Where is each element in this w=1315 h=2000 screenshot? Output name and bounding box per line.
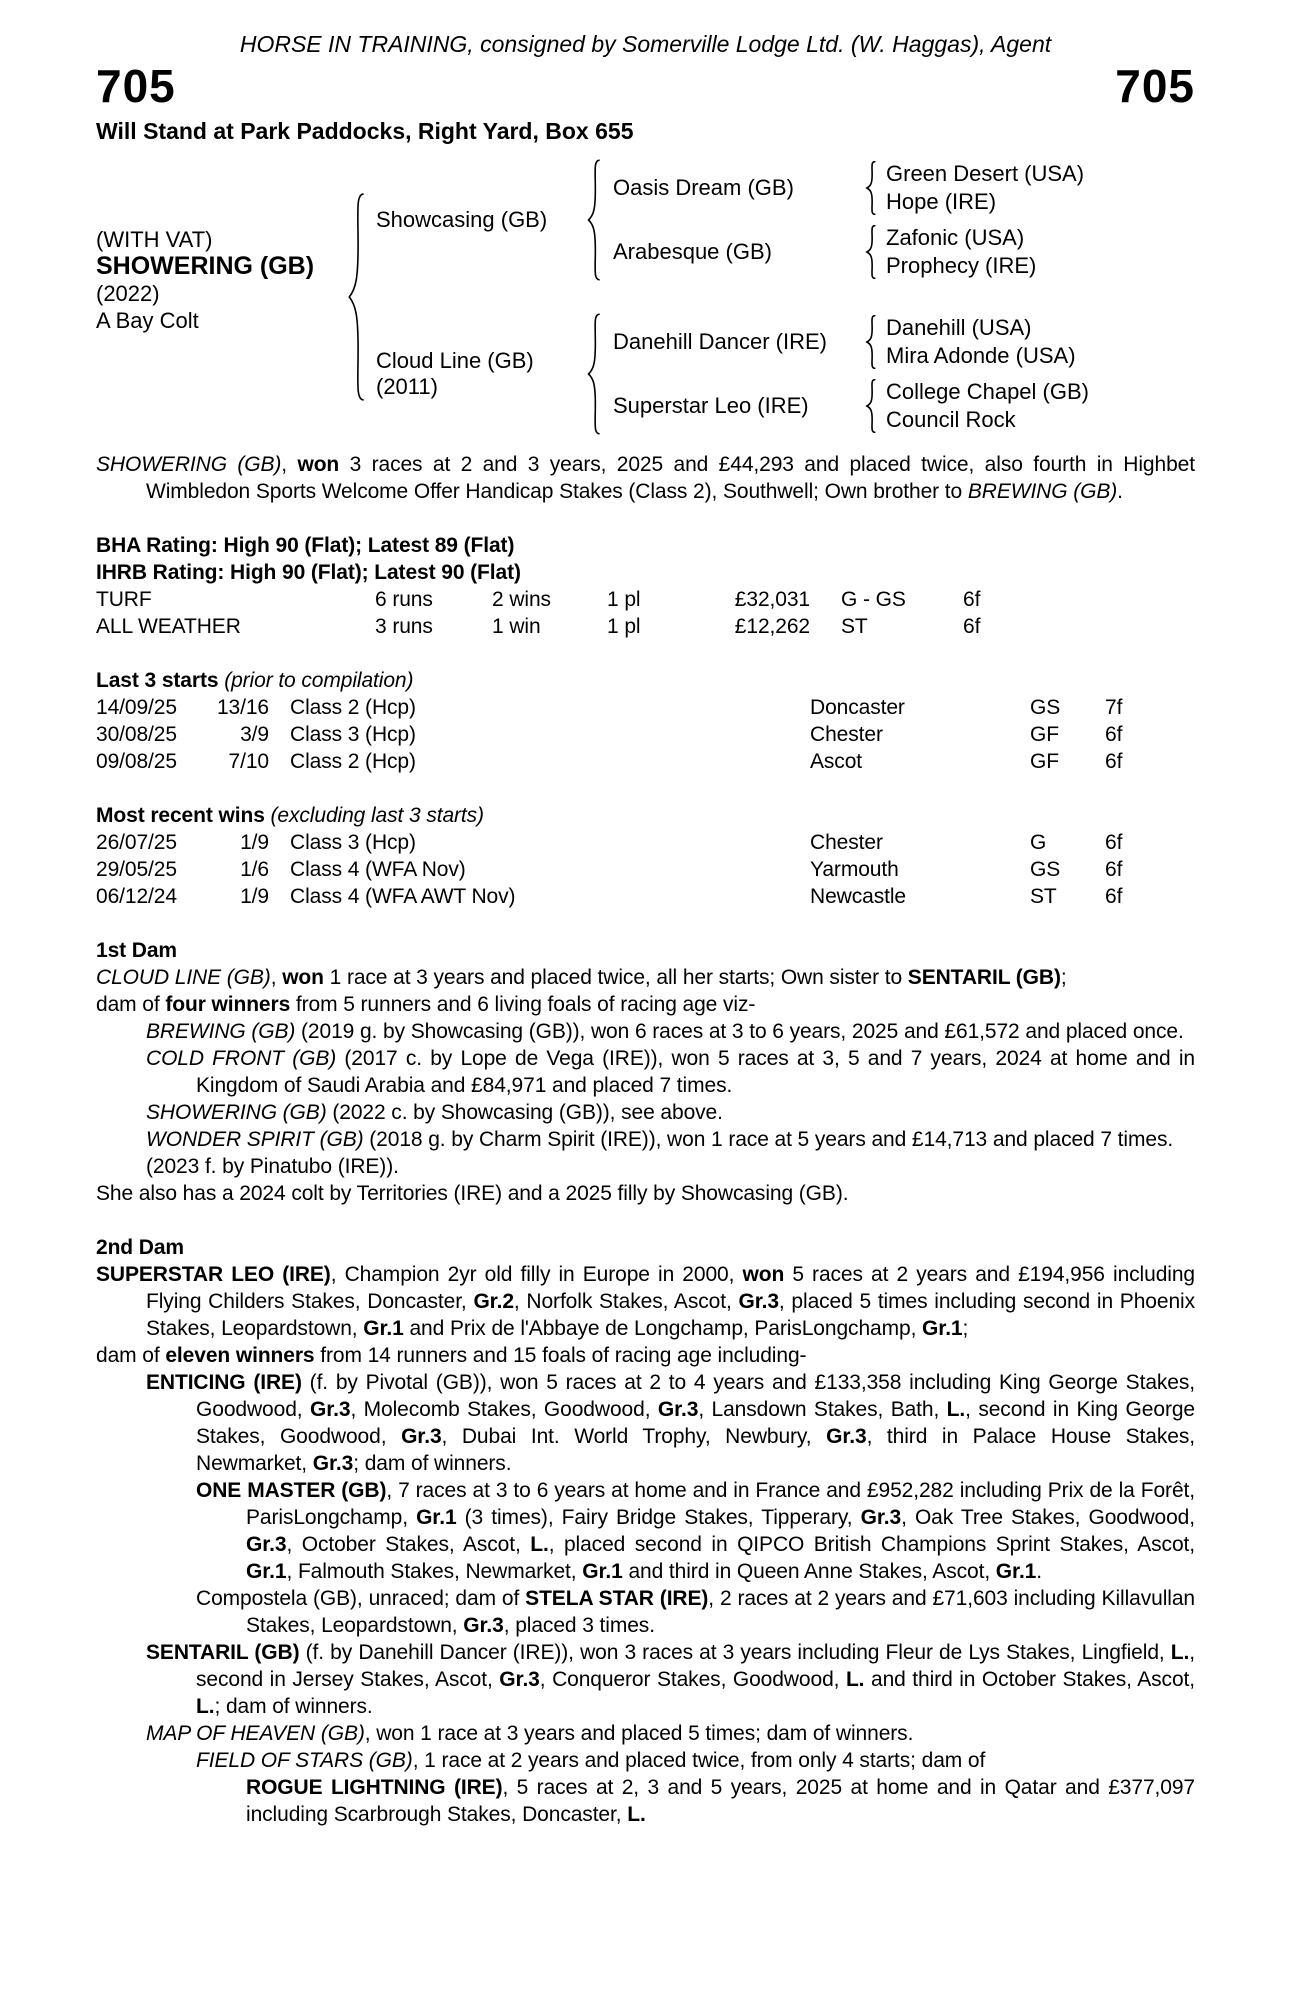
great-grandparents [878,224,1036,280]
runs-value: 3 runs [375,615,433,638]
stand-location: Will Stand at Park Paddocks, Right Yard, Box 655 [96,118,634,144]
grandsire-unit [603,160,1084,216]
pedigree-parents-column [368,159,1089,435]
table-row [96,748,1195,775]
race-distance: 6f [1105,750,1123,773]
paragraph-she-also-has: She also has a 2024 colt by Territories (IRE) and a 2025 filly by Showcasing (GB). [96,1182,849,1205]
wins-value: 1 win [492,615,541,638]
great-grandparents [878,378,1089,434]
lot-number-right: 705 [1115,60,1195,112]
course-name: Newcastle [810,885,906,908]
foaling-year: (2022) [96,281,160,306]
earnings-value: £12,262 [734,615,810,638]
great-grandparent-name: Mira Adonde (USA) [886,343,1076,368]
distance-value: 6f [963,615,981,638]
grandparent-name: Arabesque (GB) [613,239,772,264]
paragraph-brewing: BREWING (GB) (2019 g. by Showcasing (GB)), won 6 races at 3 to 6 years, 2025 and £61,572 and placed once. [146,1020,1184,1043]
pedigree-brace-main [346,192,368,402]
going-code: GF [1030,723,1059,746]
section-title: Last 3 starts [96,669,219,692]
pedigree-brace-small [865,315,878,369]
first-dam-heading: 1st Dam [96,939,178,962]
great-grandparents [878,314,1076,370]
great-grandparent-name: Council Rock [886,407,1016,432]
great-grandparent-name: Prophecy (IRE) [886,253,1037,278]
finish-position: 13/16 [216,696,269,719]
dam-name-block [368,348,586,400]
great-grandparents [878,160,1084,216]
great-grandparent-name: Zafonic (USA) [886,225,1025,250]
race-distance: 6f [1105,723,1123,746]
surface-label: TURF [96,588,152,611]
finish-position: 3/9 [240,723,269,746]
vat-note: (WITH VAT) [96,227,213,252]
paragraph-showering: SHOWERING (GB) (2022 c. by Showcasing (GB)), see above. [146,1101,723,1124]
race-distance: 7f [1105,696,1123,719]
course-name: Chester [810,723,883,746]
wins-value: 2 wins [492,588,551,611]
sire-name: Showcasing (GB) [376,207,548,232]
table-row [96,883,1195,910]
great-grandparent-name: Danehill (USA) [886,315,1032,340]
race-class: Class 4 (WFA Nov) [290,858,466,881]
section-subtitle: (excluding last 3 starts) [270,804,484,827]
grandparent-name: Danehill Dancer (IRE) [613,329,827,354]
distance-value: 6f [963,588,981,611]
paragraph-dam-of-four-winners: dam of four winners from 5 runners and 6 living foals of racing age viz- [96,993,756,1016]
course-name: Ascot [810,750,863,773]
race-record-paragraph: SHOWERING (GB), won 3 races at 2 and 3 years, 2025 and £44,293 and placed twice, also fourth in Highbet Wimbledon Sports Welcome Offer Handicap Stakes (Class 2), Southwell; Own brother to BREWING (GB). [96,453,1195,503]
granddam-unit [603,378,1089,434]
paragraph-cold-front: COLD FRONT (GB) (2017 c. by Lope de Vega (IRE)), won 5 races at 3, 5 and 7 years, 2024 at home and in Kingdom of Saudi Arabia and £84,971 and placed 7 times. [146,1047,1195,1097]
lot-info-block [96,226,346,334]
paragraph-2023-filly: (2023 f. by Pinatubo (IRE)). [146,1155,399,1178]
finish-position: 7/10 [228,750,269,773]
finish-position: 1/9 [240,831,269,854]
ihrb-rating: IHRB Rating: High 90 (Flat); Latest 90 (Flat) [96,561,521,584]
course-name: Doncaster [810,696,905,719]
stats-row-turf [96,586,1195,613]
paragraph-field-of-stars: FIELD OF STARS (GB), 1 race at 2 years and placed twice, from only 4 starts; dam of [196,1749,986,1772]
grandparent-name: Superstar Leo (IRE) [613,393,809,418]
race-class: Class 3 (Hcp) [290,723,416,746]
race-date: 14/09/25 [96,696,177,719]
dam-year: (2011) [376,374,438,399]
race-date: 06/12/24 [96,885,177,908]
runs-value: 6 runs [375,588,433,611]
horse-name: SHOWERING (GB) [96,252,315,280]
most-recent-wins-heading [96,802,1195,829]
paragraph-one-master: ONE MASTER (GB), 7 races at 3 to 6 years at home and in France and £952,282 including Prix de la Forêt, ParisLongchamp, Gr.1 (3 times), Fairy Bridge Stakes, Tipperary, Gr.3, Oak Tree Stakes, Goodwood, Gr.3, October Stakes, Ascot, L., placed second in QIPCO British Champions Sprint Stakes, Ascot, Gr.1, Falmouth Stakes, Newmarket, Gr.1 and third in Queen Anne Stakes, Ascot, Gr.1. [196,1479,1196,1583]
horse-description: A Bay Colt [96,308,199,333]
paragraph-map-of-heaven: MAP OF HEAVEN (GB), won 1 race at 3 years and placed 5 times; dam of winners. [146,1722,914,1745]
table-row [96,856,1195,883]
grandparent-name: Oasis Dream (GB) [613,175,794,200]
second-dam-section [96,1234,1195,1828]
paragraph-cloud-line: CLOUD LINE (GB), won 1 race at 3 years and placed twice, all her starts; Own sister to SENTARIL (GB); [96,966,1067,989]
course-name: Yarmouth [810,858,899,881]
pedigree-brace-small [865,161,878,215]
going-code: GF [1030,750,1059,773]
finish-position: 1/6 [240,858,269,881]
ratings-section [96,532,1195,640]
first-dam-section [96,937,1195,1207]
race-class: Class 2 (Hcp) [290,750,416,773]
going-code: ST [1030,885,1057,908]
pedigree-table [96,159,1195,435]
lot-number-row [96,60,1195,112]
paragraph-dam-of-eleven-winners: dam of eleven winners from 14 runners and 15 foals of racing age including- [96,1344,807,1367]
great-grandparent-name: College Chapel (GB) [886,379,1089,404]
paragraph-compostela: Compostela (GB), unraced; dam of STELA STAR (IRE), 2 races at 2 years and £71,603 including Killavullan Stakes, Leopardstown, Gr.3, placed 3 times. [196,1587,1195,1637]
paragraph-enticing: ENTICING (IRE) (f. by Pivotal (GB)), won 5 races at 2 to 4 years and £133,358 including King George Stakes, Goodwood, Gr.3, Molecomb Stakes, Goodwood, Gr.3, Lansdown Stakes, Bath, L., second in King George Stakes, Goodwood, Gr.3, Dubai Int. World Trophy, Newbury, Gr.3, third in Palace House Stakes, Newmarket, Gr.3; dam of winners. [146,1371,1196,1475]
race-class: Class 2 (Hcp) [290,696,416,719]
going-range: ST [841,615,868,638]
last-3-starts-heading [96,667,1195,694]
race-date: 30/08/25 [96,723,177,746]
finish-position: 1/9 [240,885,269,908]
grandsire-unit [603,314,1089,370]
race-date: 29/05/25 [96,858,177,881]
dam-grandparents [603,314,1089,434]
dam-name: Cloud Line (GB) [376,348,534,373]
stats-row-all-weather [96,613,1195,640]
table-row [96,721,1195,748]
dam-group [368,313,1089,435]
great-grandparent-name: Green Desert (USA) [886,161,1085,186]
course-name: Chester [810,831,883,854]
great-grandparent-name: Hope (IRE) [886,189,997,214]
table-row [96,829,1195,856]
pedigree-brace-small [865,379,878,433]
race-distance: 6f [1105,885,1123,908]
race-distance: 6f [1105,831,1123,854]
last-3-starts-section [96,667,1195,775]
race-distance: 6f [1105,858,1123,881]
places-value: 1 pl [607,615,641,638]
paragraph-superstar-leo: SUPERSTAR LEO (IRE), Champion 2yr old filly in Europe in 2000, won 5 races at 2 years and £194,956 including Flying Childers Stakes, Doncaster, Gr.2, Norfolk Stakes, Ascot, Gr.3, placed 5 times including second in Phoenix Stakes, Leopardstown, Gr.1 and Prix de l'Abbaye de Longchamp, ParisLongchamp, Gr.1; [96,1263,1196,1340]
lot-number-left: 705 [96,60,176,112]
race-class: Class 3 (Hcp) [290,831,416,854]
race-date: 26/07/25 [96,831,177,854]
section-title: Most recent wins [96,804,265,827]
going-code: G [1030,831,1047,854]
surface-label: ALL WEATHER [96,615,241,638]
table-row [96,694,1195,721]
places-value: 1 pl [607,588,641,611]
going-range: G - GS [841,588,906,611]
going-code: GS [1030,858,1061,881]
pedigree-brace-dam [586,313,603,435]
bha-rating: BHA Rating: High 90 (Flat); Latest 89 (Flat) [96,534,515,557]
pedigree-brace-sire [586,159,603,281]
sire-group [368,159,1089,281]
paragraph-sentaril: SENTARIL (GB) (f. by Danehill Dancer (IRE)), won 3 races at 3 years including Fleur de Lys Stakes, Lingfield, L., second in Jersey Stakes, Ascot, Gr.3, Conqueror Stakes, Goodwood, L. and third in October Stakes, Ascot, L.; dam of winners. [146,1641,1196,1718]
sire-grandparents [603,160,1084,280]
section-subtitle: (prior to compilation) [224,669,414,692]
going-code: GS [1030,696,1061,719]
paragraph-rogue-lightning: ROGUE LIGHTNING (IRE), 5 races at 2, 3 and 5 years, 2025 at home and in Qatar and £377,097 including Scarbrough Stakes, Doncaster, L. [246,1776,1196,1826]
most-recent-wins-section [96,802,1195,910]
granddam-unit [603,224,1084,280]
second-dam-heading: 2nd Dam [96,1236,184,1259]
race-class: Class 4 (WFA AWT Nov) [290,885,516,908]
consignment-line: HORSE IN TRAINING, consigned by Somerville Lodge Ltd. (W. Haggas), Agent [239,31,1052,57]
pedigree-brace-small [865,225,878,279]
race-date: 09/08/25 [96,750,177,773]
paragraph-wonder-spirit: WONDER SPIRIT (GB) (2018 g. by Charm Spirit (IRE)), won 1 race at 5 years and £14,713 and placed 7 times. [146,1128,1174,1151]
earnings-value: £32,031 [734,588,810,611]
